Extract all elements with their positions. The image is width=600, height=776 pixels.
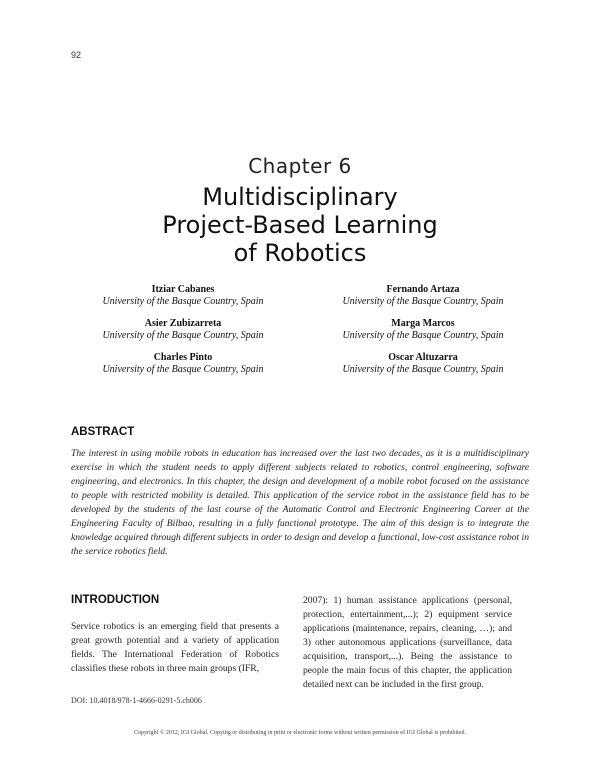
doi: DOI: 10.4018/978-1-4666-0291-5.ch006 (71, 696, 202, 705)
copyright-notice: Copyright © 2012, IGI Global. Copying or distributing in print or electronic forms without written permission of IGI Global is prohibited. (133, 730, 466, 736)
chapter-title-line: of Robotics (233, 239, 367, 267)
author-block (310, 352, 536, 376)
chapter-title (0, 183, 600, 267)
author-affiliation: University of the Basque Country, Spain (342, 364, 504, 375)
author-affiliation: University of the Basque Country, Spain (342, 330, 504, 341)
author-affiliation: University of the Basque Country, Spain (102, 296, 264, 307)
chapter-label: Chapter 6 (248, 154, 352, 178)
chapter-title-line: Multidisciplinary (202, 183, 398, 211)
introduction-text-left: Service robotics is an emerging field that presents a great growth potential and a variety of application fields. The International Federation of Robotics classifies these robots in three main groups (IFR, (71, 621, 279, 674)
author-name: Marga Marcos (391, 318, 455, 329)
author-block (70, 352, 296, 376)
author-name: Charles Pinto (153, 352, 213, 363)
author-affiliation: University of the Basque Country, Spain (342, 296, 504, 307)
author-name: Oscar Altuzarra (388, 352, 458, 363)
author-affiliation: University of the Basque Country, Spain (102, 364, 264, 375)
introduction-heading: INTRODUCTION (71, 594, 160, 606)
author-block (70, 284, 296, 308)
author-block (310, 318, 536, 342)
author-list (70, 284, 536, 376)
author-name: Fernando Artaza (386, 284, 460, 295)
chapter-title-line: Project-Based Learning (162, 211, 438, 239)
abstract-text: The interest in using mobile robots in education has increased over the last two decades, as it is a multidisciplinary exercise in which the student needs to apply different subjects related to robotics, control engineering, software engineering, and electronics. In this chapter, the design and development of a mobile robot focused on the assistance to people with restricted mobility is detailed. This application of the service robot in the assistance field has to be developed by the students of the last course of the Automatic Control and Electronic Engineering Career at the Engineering Faculty of Bilbao, resulting in a fully functional prototype. The aim of this design is to integrate the knowledge acquired through different subjects in order to design and develop a functional, low-cost assistance robot in the service robotics field. (71, 448, 529, 557)
introduction-text-right: 2007): 1) human assistance applications (personal, protection, entertainment,...); 2) equipment service applications (maintenance, repairs, cleaning, …); and 3) other autonomous applications (surveillance, data acquisition, transport,...). Being the assistance to people the main focus of this chapter, the application detailed next can be included in the first group. (303, 595, 512, 690)
author-block (70, 318, 296, 342)
author-name: Asier Zubizarreta (144, 318, 222, 329)
author-affiliation: University of the Basque Country, Spain (102, 330, 264, 341)
abstract-heading: ABSTRACT (71, 426, 135, 438)
page-number: 92 (71, 50, 82, 60)
author-name: Itziar Cabanes (151, 284, 215, 295)
author-block (310, 284, 536, 308)
